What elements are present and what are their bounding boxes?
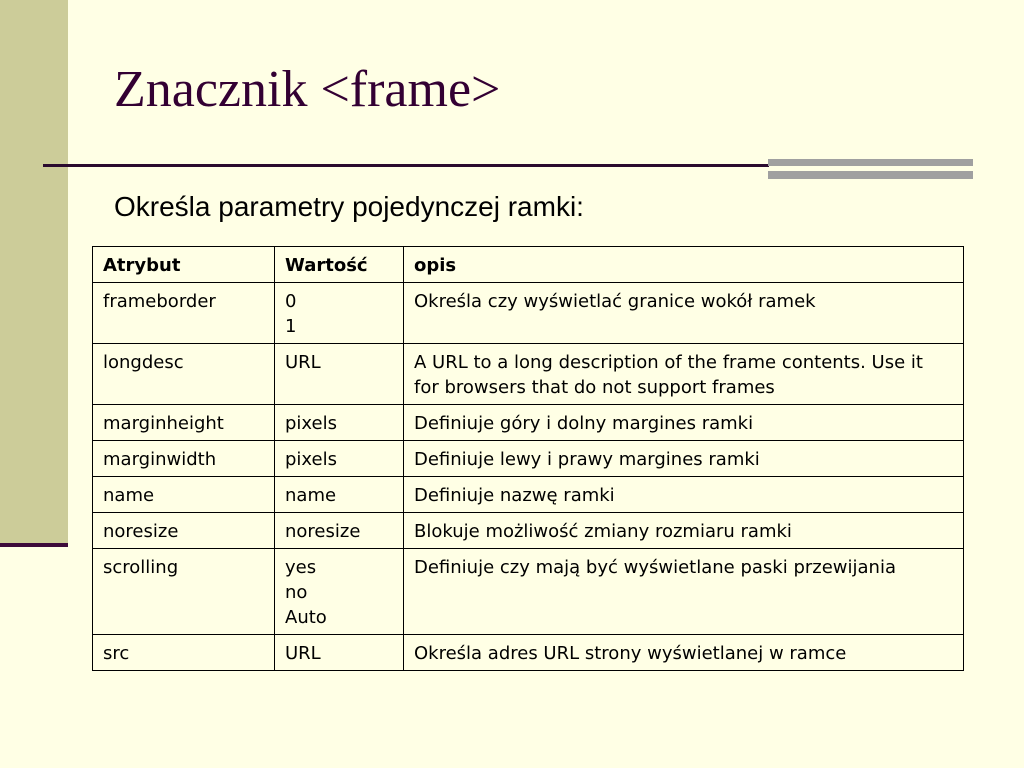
cell-attribute: name bbox=[93, 477, 275, 513]
cell-value: noresize bbox=[275, 513, 404, 549]
side-band-divider bbox=[0, 543, 68, 547]
title-rule bbox=[43, 164, 769, 167]
cell-attribute: longdesc bbox=[93, 344, 275, 405]
header-attribute: Atrybut bbox=[93, 247, 275, 283]
cell-attribute: frameborder bbox=[93, 283, 275, 344]
cell-value: pixels bbox=[275, 441, 404, 477]
cell-value: name bbox=[275, 477, 404, 513]
cell-description: Określa czy wyświetlać granice wokół ramek bbox=[404, 283, 964, 344]
title-rule-accent-top bbox=[768, 159, 973, 166]
cell-value: URL bbox=[275, 344, 404, 405]
table-row bbox=[93, 549, 964, 635]
cell-description: Definiuje nazwę ramki bbox=[404, 477, 964, 513]
cell-value: 0 1 bbox=[275, 283, 404, 344]
header-value: Wartość bbox=[275, 247, 404, 283]
slide-subtitle: Określa parametry pojedynczej ramki: bbox=[114, 191, 584, 222]
cell-description: Blokuje możliwość zmiany rozmiaru ramki bbox=[404, 513, 964, 549]
table-row bbox=[93, 405, 964, 441]
table-row bbox=[93, 441, 964, 477]
table-row bbox=[93, 635, 964, 671]
cell-description: Definiuje lewy i prawy margines ramki bbox=[404, 441, 964, 477]
cell-description: Określa adres URL strony wyświetlanej w ramce bbox=[404, 635, 964, 671]
table-row bbox=[93, 283, 964, 344]
table-row bbox=[93, 477, 964, 513]
table-header-row bbox=[93, 247, 964, 283]
table-row bbox=[93, 344, 964, 405]
attributes-table bbox=[92, 246, 964, 671]
cell-attribute: marginwidth bbox=[93, 441, 275, 477]
cell-value: pixels bbox=[275, 405, 404, 441]
header-description: opis bbox=[404, 247, 964, 283]
title-rule-accent-bottom bbox=[768, 171, 973, 179]
slide-title: Znacznik <frame> bbox=[114, 61, 501, 118]
cell-attribute: marginheight bbox=[93, 405, 275, 441]
cell-description: A URL to a long description of the frame contents. Use it for browsers that do not support frames bbox=[404, 344, 964, 405]
side-band bbox=[0, 0, 68, 545]
cell-description: Definiuje góry i dolny margines ramki bbox=[404, 405, 964, 441]
cell-value: yes no Auto bbox=[275, 549, 404, 635]
cell-attribute: src bbox=[93, 635, 275, 671]
cell-value: URL bbox=[275, 635, 404, 671]
cell-description: Definiuje czy mają być wyświetlane paski przewijania bbox=[404, 549, 964, 635]
cell-attribute: noresize bbox=[93, 513, 275, 549]
table-row bbox=[93, 513, 964, 549]
cell-attribute: scrolling bbox=[93, 549, 275, 635]
